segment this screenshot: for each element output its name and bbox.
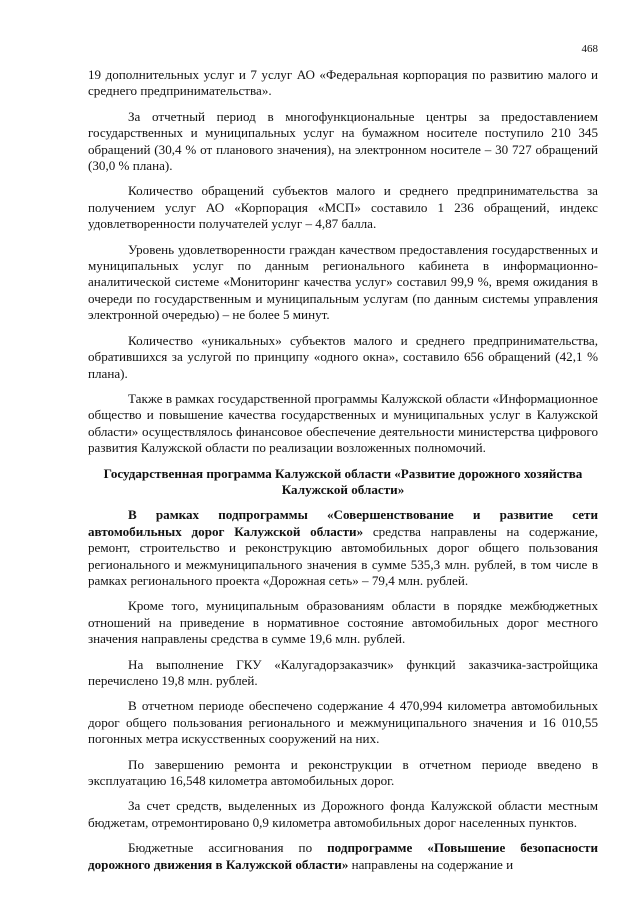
document-body	[88, 67, 598, 882]
paragraph	[88, 507, 598, 589]
bold-run: В рамках подпрограммы «Совершенствование и развитие сети автомобильных дорог Калужской области»	[88, 507, 598, 539]
paragraph: 19 дополнительных услуг и 7 услуг АО «Федеральная корпорация по развитию малого и среднего предпринимательства».	[88, 67, 598, 99]
page-number: 468	[581, 43, 598, 55]
paragraph: В отчетном периоде обеспечено содержание 4 470,994 километра автомобильных дорог общего пользования регионального и межмуниципального значения и 16 010,55 погонных метра искусственных сооружений на них.	[88, 698, 598, 747]
paragraph: По завершению ремонта и реконструкции в отчетном периоде введено в эксплуатацию 16,548 километра автомобильных дорог.	[88, 756, 598, 789]
paragraph: На выполнение ГКУ «Калугадорзаказчик» функций заказчика-застройщика перечислено 19,8 млн. рублей.	[88, 656, 598, 688]
paragraph: Кроме того, муниципальным образованиям области в порядке межбюджетных отношений на приведение в нормативное состояние автомобильных дорог местного значения направлены средства в сумме 19,6 млн. рублей.	[88, 598, 598, 647]
bold-run: подпрограмме «Повышение безопасности	[327, 840, 598, 856]
text-run: направлены на содержание и	[348, 856, 514, 872]
paragraph	[88, 840, 598, 873]
paragraph: За отчетный период в многофункциональные центры за предоставлением государственных и муниципальных услуг на бумажном носителе поступило 210 345 обращений (30,4 % от планового значения), на электронном носителе – 30 727 обращений (30,0 % плана).	[88, 108, 598, 174]
paragraph: Также в рамках государственной программы Калужской области «Информационное общество и повышение качества государственных и муниципальных услуг в Калужской области» осуществлялось финансовое обеспечение деятельности министерства цифрового развития Калужской области по реализации возложенных полномочий.	[88, 390, 598, 456]
text-run: средства направлены на содержание, ремонт, строительство и реконструкцию автомобильных дорог общего пользования регионального и межмуниципального значения в сумме 535,3 млн. рублей, в том числе в рамках регионального проекта «Дорожная сеть» – 79,4 млн. рублей.	[88, 523, 598, 588]
paragraph: Уровень удовлетворенности граждан качеством предоставления государственных и муниципальных услуг по данным регионального кабинета в информационно-аналитической системе «Мониторинг качества услуг» составил 99,9 %, время ожидания в очереди по государственным и муниципальным услугам (по данным системы управления электронной очередью) – не более 5 минут.	[88, 241, 598, 323]
bold-run: дорожного движения в Калужской области»	[88, 856, 349, 872]
paragraph: За счет средств, выделенных из Дорожного фонда Калужской области местным бюджетам, отремонтировано 0,9 километра автомобильных дорог населенных пунктов.	[88, 798, 598, 830]
paragraph: Количество обращений субъектов малого и среднего предпринимательства за получением услуг АО «Корпорация «МСП» составило 1 236 обращений, индекс удовлетворенности получателей услуг – 4,87 балла.	[88, 183, 598, 232]
paragraph: Количество «уникальных» субъектов малого и среднего предпринимательства, обратившихся за услугой по принципу «одного окна», составило 656 обращений (42,1 % плана).	[88, 332, 598, 381]
text-run: Бюджетные ассигнования по	[128, 840, 328, 856]
section-heading: Государственная программа Калужской области «Развитие дорожного хозяйства Калужской области»	[103, 465, 583, 497]
